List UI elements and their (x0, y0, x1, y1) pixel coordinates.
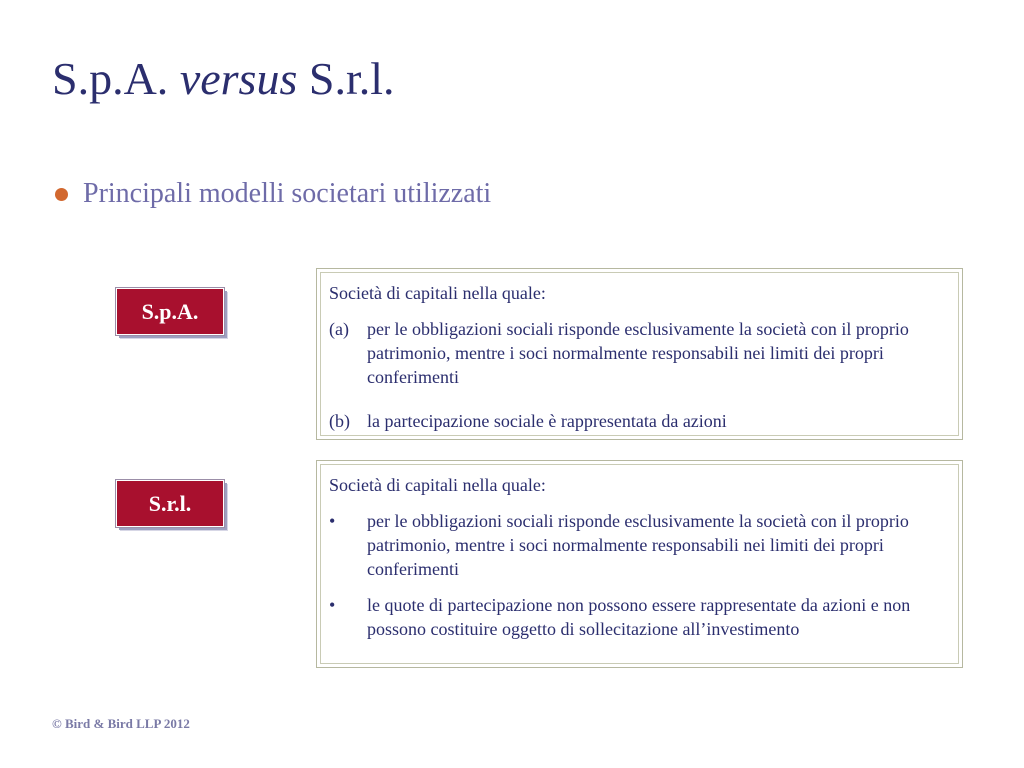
srl-intro: Società di capitali nella quale: (329, 475, 546, 495)
spa-list-item (329, 317, 948, 389)
main-bullet (55, 178, 491, 210)
spa-tag: S.p.A. (116, 288, 224, 335)
srl-list-item (329, 593, 948, 641)
srl-tag: S.r.l. (116, 480, 224, 527)
bullet-marker-icon: • (329, 595, 336, 615)
title-part-spa: S.p.A. (52, 53, 169, 104)
list-item-text: le quote di partecipazione non possono essere rappresentate da azioni e non possono costituire oggetto di sollecitazione all’investimento (367, 595, 911, 639)
copyright-footer: © Bird & Bird LLP 2012 (52, 716, 190, 731)
bullet-dot-icon (55, 188, 68, 201)
srl-list (329, 509, 948, 641)
spa-intro: Società di capitali nella quale: (329, 283, 546, 303)
title-versus: versus (179, 53, 298, 104)
spa-list (329, 317, 948, 433)
spa-description-box (316, 268, 963, 440)
list-marker: (a) (329, 319, 349, 339)
list-item-text: per le obbligazioni sociali risponde esclusivamente la società con il proprio patrimonio, mentre i soci normalmente responsabili nei limiti dei propri conferimenti (367, 511, 909, 579)
title-part-srl: S.r.l. (308, 53, 395, 104)
spa-list-item (329, 409, 948, 433)
list-item-text: la partecipazione sociale è rappresentata da azioni (367, 411, 727, 431)
main-bullet-text: Principali modelli societari utilizzati (83, 178, 492, 209)
list-item-text: per le obbligazioni sociali risponde esclusivamente la società con il proprio patrimonio, mentre i soci normalmente responsabili nei limiti dei propri conferimenti (367, 319, 909, 387)
slide-title (52, 52, 395, 105)
srl-list-item (329, 509, 948, 581)
srl-description-box (316, 460, 963, 668)
bullet-marker-icon: • (329, 511, 336, 531)
list-marker: (b) (329, 411, 350, 431)
